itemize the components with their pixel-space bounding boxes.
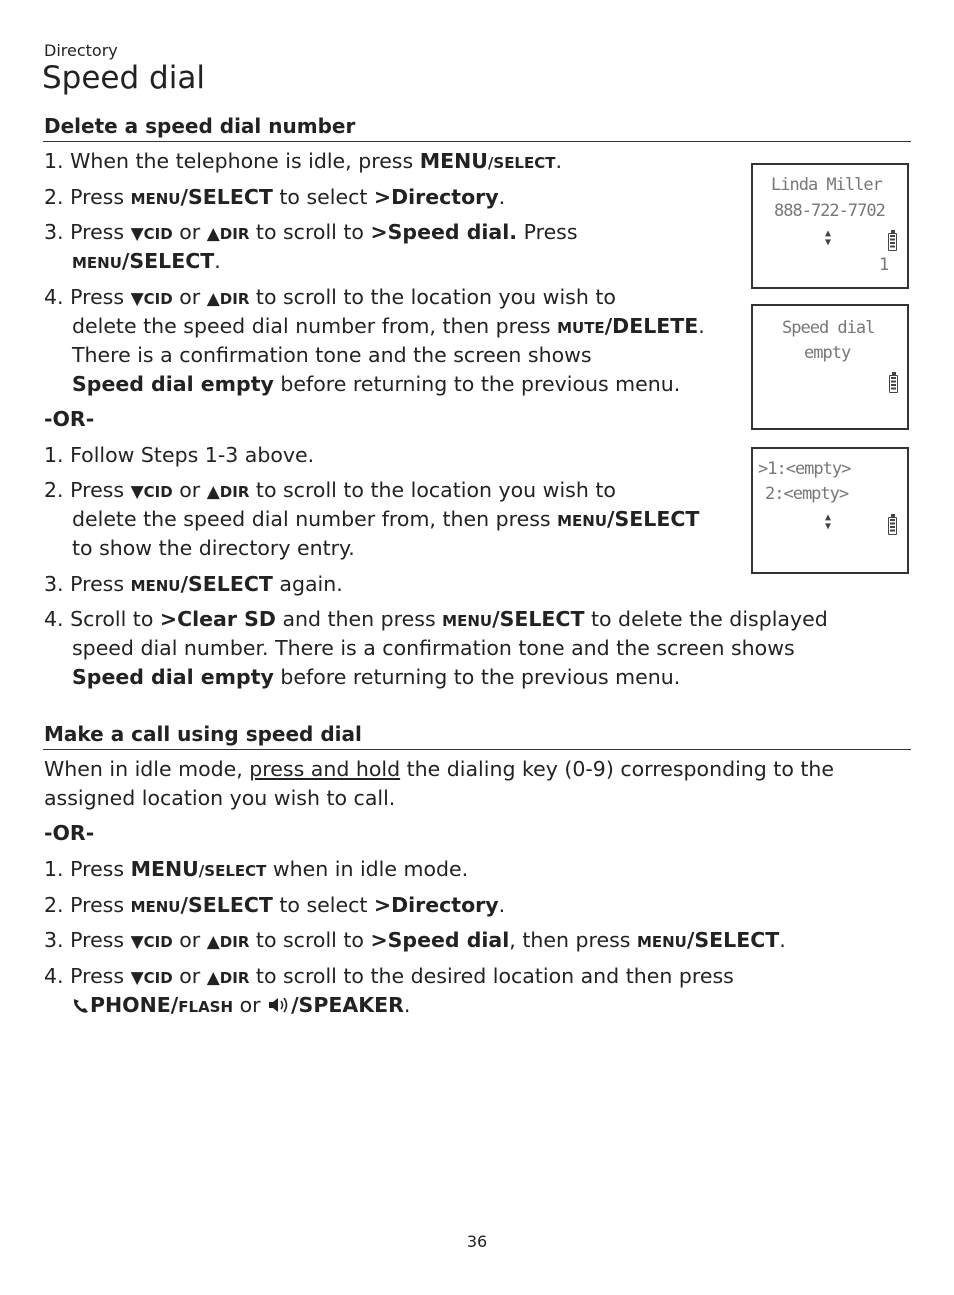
page-number: 36 bbox=[466, 1232, 488, 1251]
delete-step-2: 2. Press MENU/SELECT to select >Directory. bbox=[44, 185, 506, 209]
lcd-line-2: empty bbox=[804, 343, 851, 363]
delete-step-4-line-4: Speed dial empty before returning to the previous menu. bbox=[72, 372, 681, 396]
call-intro-line-2: assigned location you wish to call. bbox=[44, 786, 396, 810]
alt-step-4: 4. Scroll to >Clear SD and then press MENU/SELECT to delete the displayed bbox=[44, 607, 828, 631]
heading-rule bbox=[43, 141, 911, 142]
delete-step-4-line-2: delete the speed dial number from, then press MUTE/DELETE. bbox=[72, 314, 705, 338]
delete-step-4: 4. Press ▼CID or ▲DIR to scroll to the location you wish to bbox=[44, 285, 616, 309]
section-label: Directory bbox=[44, 41, 118, 60]
alt-step-2-line-3: to show the directory entry. bbox=[72, 536, 355, 560]
alt-step-3: 3. Press MENU/SELECT again. bbox=[44, 572, 343, 596]
delete-heading: Delete a speed dial number bbox=[44, 114, 356, 138]
lcd-position: 1 bbox=[879, 255, 889, 275]
delete-step-3-cont: MENU/SELECT. bbox=[72, 249, 221, 273]
lcd-screen-speed-dial-list bbox=[751, 447, 909, 574]
delete-step-4-line-3: There is a confirmation tone and the screen shows bbox=[72, 343, 592, 367]
down-triangle-icon: ▼ bbox=[130, 968, 144, 988]
scroll-arrows-icon: ▲ ▼ bbox=[825, 512, 832, 532]
lcd-line-1: Speed dial bbox=[782, 318, 875, 338]
page-title: Speed dial bbox=[42, 60, 205, 96]
battery-icon bbox=[888, 233, 897, 251]
down-triangle-icon: ▼ bbox=[130, 289, 144, 309]
up-triangle-icon: ▲ bbox=[206, 482, 220, 502]
lcd-screen-contact bbox=[751, 163, 909, 289]
alt-step-2: 2. Press ▼CID or ▲DIR to scroll to the location you wish to bbox=[44, 478, 616, 502]
call-step-1: 1. Press MENU/SELECT when in idle mode. bbox=[44, 857, 469, 881]
lcd-line-1: >1:<empty> bbox=[758, 459, 851, 479]
down-triangle-icon: ▼ bbox=[130, 932, 144, 952]
alt-step-1: 1. Follow Steps 1-3 above. bbox=[44, 443, 315, 467]
up-triangle-icon: ▲ bbox=[206, 932, 220, 952]
down-triangle-icon: ▼ bbox=[130, 224, 144, 244]
alt-step-4-line-2: speed dial number. There is a confirmation tone and the screen shows bbox=[72, 636, 795, 660]
call-step-4: 4. Press ▼CID or ▲DIR to scroll to the desired location and then press bbox=[44, 964, 734, 988]
up-triangle-icon: ▲ bbox=[206, 224, 220, 244]
call-step-4-line-2: PHONE/FLASH or /SPEAKER. bbox=[72, 993, 410, 1019]
delete-step-3: 3. Press ▼CID or ▲DIR to scroll to >Speed dial. Press bbox=[44, 220, 578, 244]
heading-rule bbox=[43, 749, 911, 750]
alt-step-2-line-2: delete the speed dial number from, then press MENU/SELECT bbox=[72, 507, 700, 531]
up-triangle-icon: ▲ bbox=[206, 289, 220, 309]
call-step-2: 2. Press MENU/SELECT to select >Directory. bbox=[44, 893, 506, 917]
down-triangle-icon: ▼ bbox=[130, 482, 144, 502]
scroll-arrows-icon: ▲ ▼ bbox=[825, 228, 832, 248]
lcd-line-1: Linda Miller bbox=[771, 175, 882, 195]
battery-icon bbox=[888, 517, 897, 535]
delete-step-1: 1. When the telephone is idle, press MENU/SELECT. bbox=[44, 149, 563, 173]
lcd-line-2: 888-722-7702 bbox=[774, 201, 885, 221]
alt-step-4-line-3: Speed dial empty before returning to the previous menu. bbox=[72, 665, 681, 689]
lcd-line-2: 2:<empty> bbox=[765, 484, 849, 504]
call-heading: Make a call using speed dial bbox=[44, 722, 362, 746]
lcd-screen-speed-dial-empty bbox=[751, 304, 909, 430]
battery-icon bbox=[889, 375, 898, 393]
or-label: -OR- bbox=[44, 407, 95, 431]
call-intro-line-1: When in idle mode, press and hold the dialing key (0-9) corresponding to the bbox=[44, 757, 835, 781]
or-label: -OR- bbox=[44, 821, 95, 845]
up-triangle-icon: ▲ bbox=[206, 968, 220, 988]
call-step-3: 3. Press ▼CID or ▲DIR to scroll to >Speed dial, then press MENU/SELECT. bbox=[44, 928, 786, 952]
speaker-icon bbox=[267, 993, 291, 1017]
phone-icon bbox=[72, 993, 90, 1017]
